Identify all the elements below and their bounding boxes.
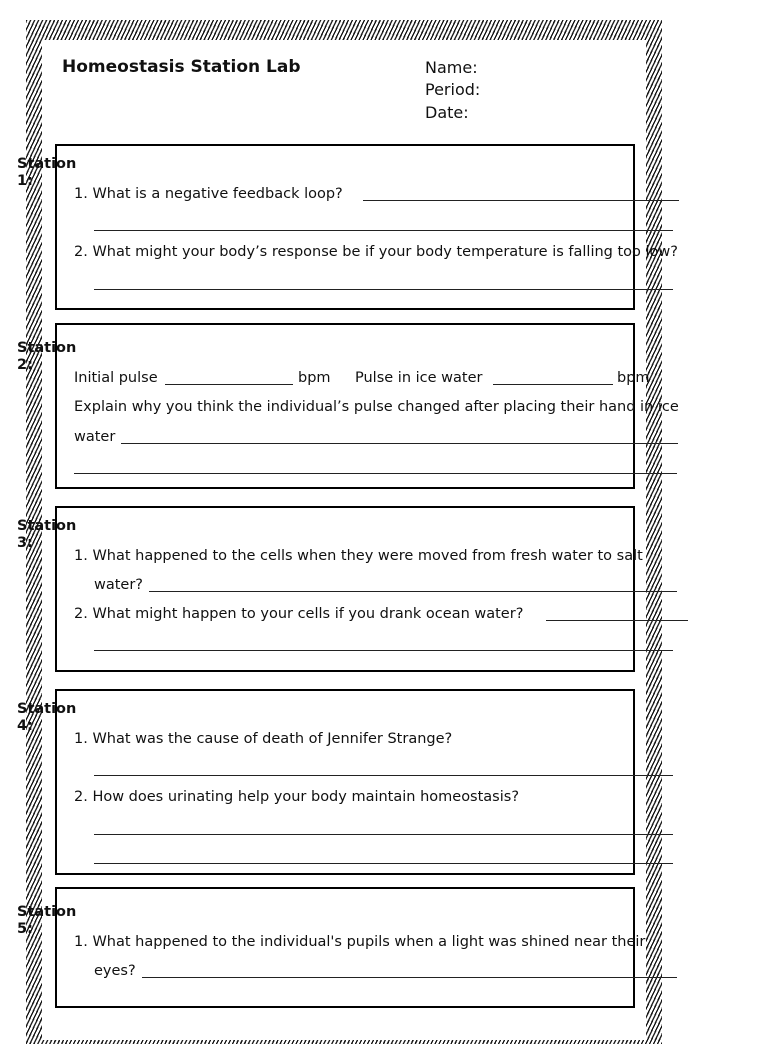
station-1-box	[55, 144, 635, 310]
bpm-unit: bpm	[298, 370, 331, 386]
station-2-title: Station 2:	[17, 340, 77, 373]
initial-pulse-label: Initial pulse	[74, 370, 158, 386]
answer-line[interactable]	[94, 834, 673, 835]
initial-pulse-blank[interactable]	[165, 384, 293, 385]
answer-line[interactable]	[94, 289, 673, 290]
answer-line[interactable]	[94, 863, 673, 864]
answer-line[interactable]	[94, 775, 673, 776]
station-2-explain-continued: water	[74, 429, 116, 445]
answer-line[interactable]	[142, 977, 677, 978]
station-4-title: Station 4:	[17, 701, 77, 734]
station-5-title: Station 5:	[17, 904, 77, 937]
answer-line[interactable]	[74, 473, 677, 474]
station-4-box	[55, 689, 635, 875]
ice-pulse-blank[interactable]	[493, 384, 613, 385]
station-1-question-2: 2. What might your body’s response be if your body temperature is falling too low?	[74, 244, 678, 260]
period-label: Period:	[425, 80, 481, 99]
station-3-title: Station 3:	[17, 518, 77, 551]
station-3-question-1: 1. What happened to the cells when they were moved from fresh water to salt	[74, 548, 643, 564]
worksheet-title: Homeostasis Station Lab	[62, 57, 301, 77]
station-1-question-1: 1. What is a negative feedback loop?	[74, 186, 343, 202]
station-5-question-1: 1. What happened to the individual's pupils when a light was shined near their	[74, 934, 646, 950]
station-5-question-1-continued: eyes?	[94, 963, 136, 979]
bpm-unit: bpm	[617, 370, 650, 386]
answer-line[interactable]	[149, 591, 677, 592]
station-1-title: Station 1:	[17, 156, 77, 189]
answer-line[interactable]	[121, 443, 678, 444]
station-3-question-1-continued: water?	[94, 577, 144, 593]
name-label: Name:	[425, 58, 478, 77]
ice-pulse-label: Pulse in ice water	[355, 370, 483, 386]
answer-line[interactable]	[94, 230, 673, 231]
answer-line[interactable]	[546, 620, 688, 621]
station-4-question-1: 1. What was the cause of death of Jennifer Strange?	[74, 731, 453, 747]
date-label: Date:	[425, 103, 469, 122]
station-4-question-2: 2. How does urinating help your body maintain homeostasis?	[74, 789, 520, 805]
station-2-explain-prompt: Explain why you think the individual’s pulse changed after placing their hand in ice	[74, 399, 679, 415]
answer-line[interactable]	[94, 650, 673, 651]
answer-line[interactable]	[363, 200, 679, 201]
station-3-question-2: 2. What might happen to your cells if you drank ocean water?	[74, 606, 524, 622]
